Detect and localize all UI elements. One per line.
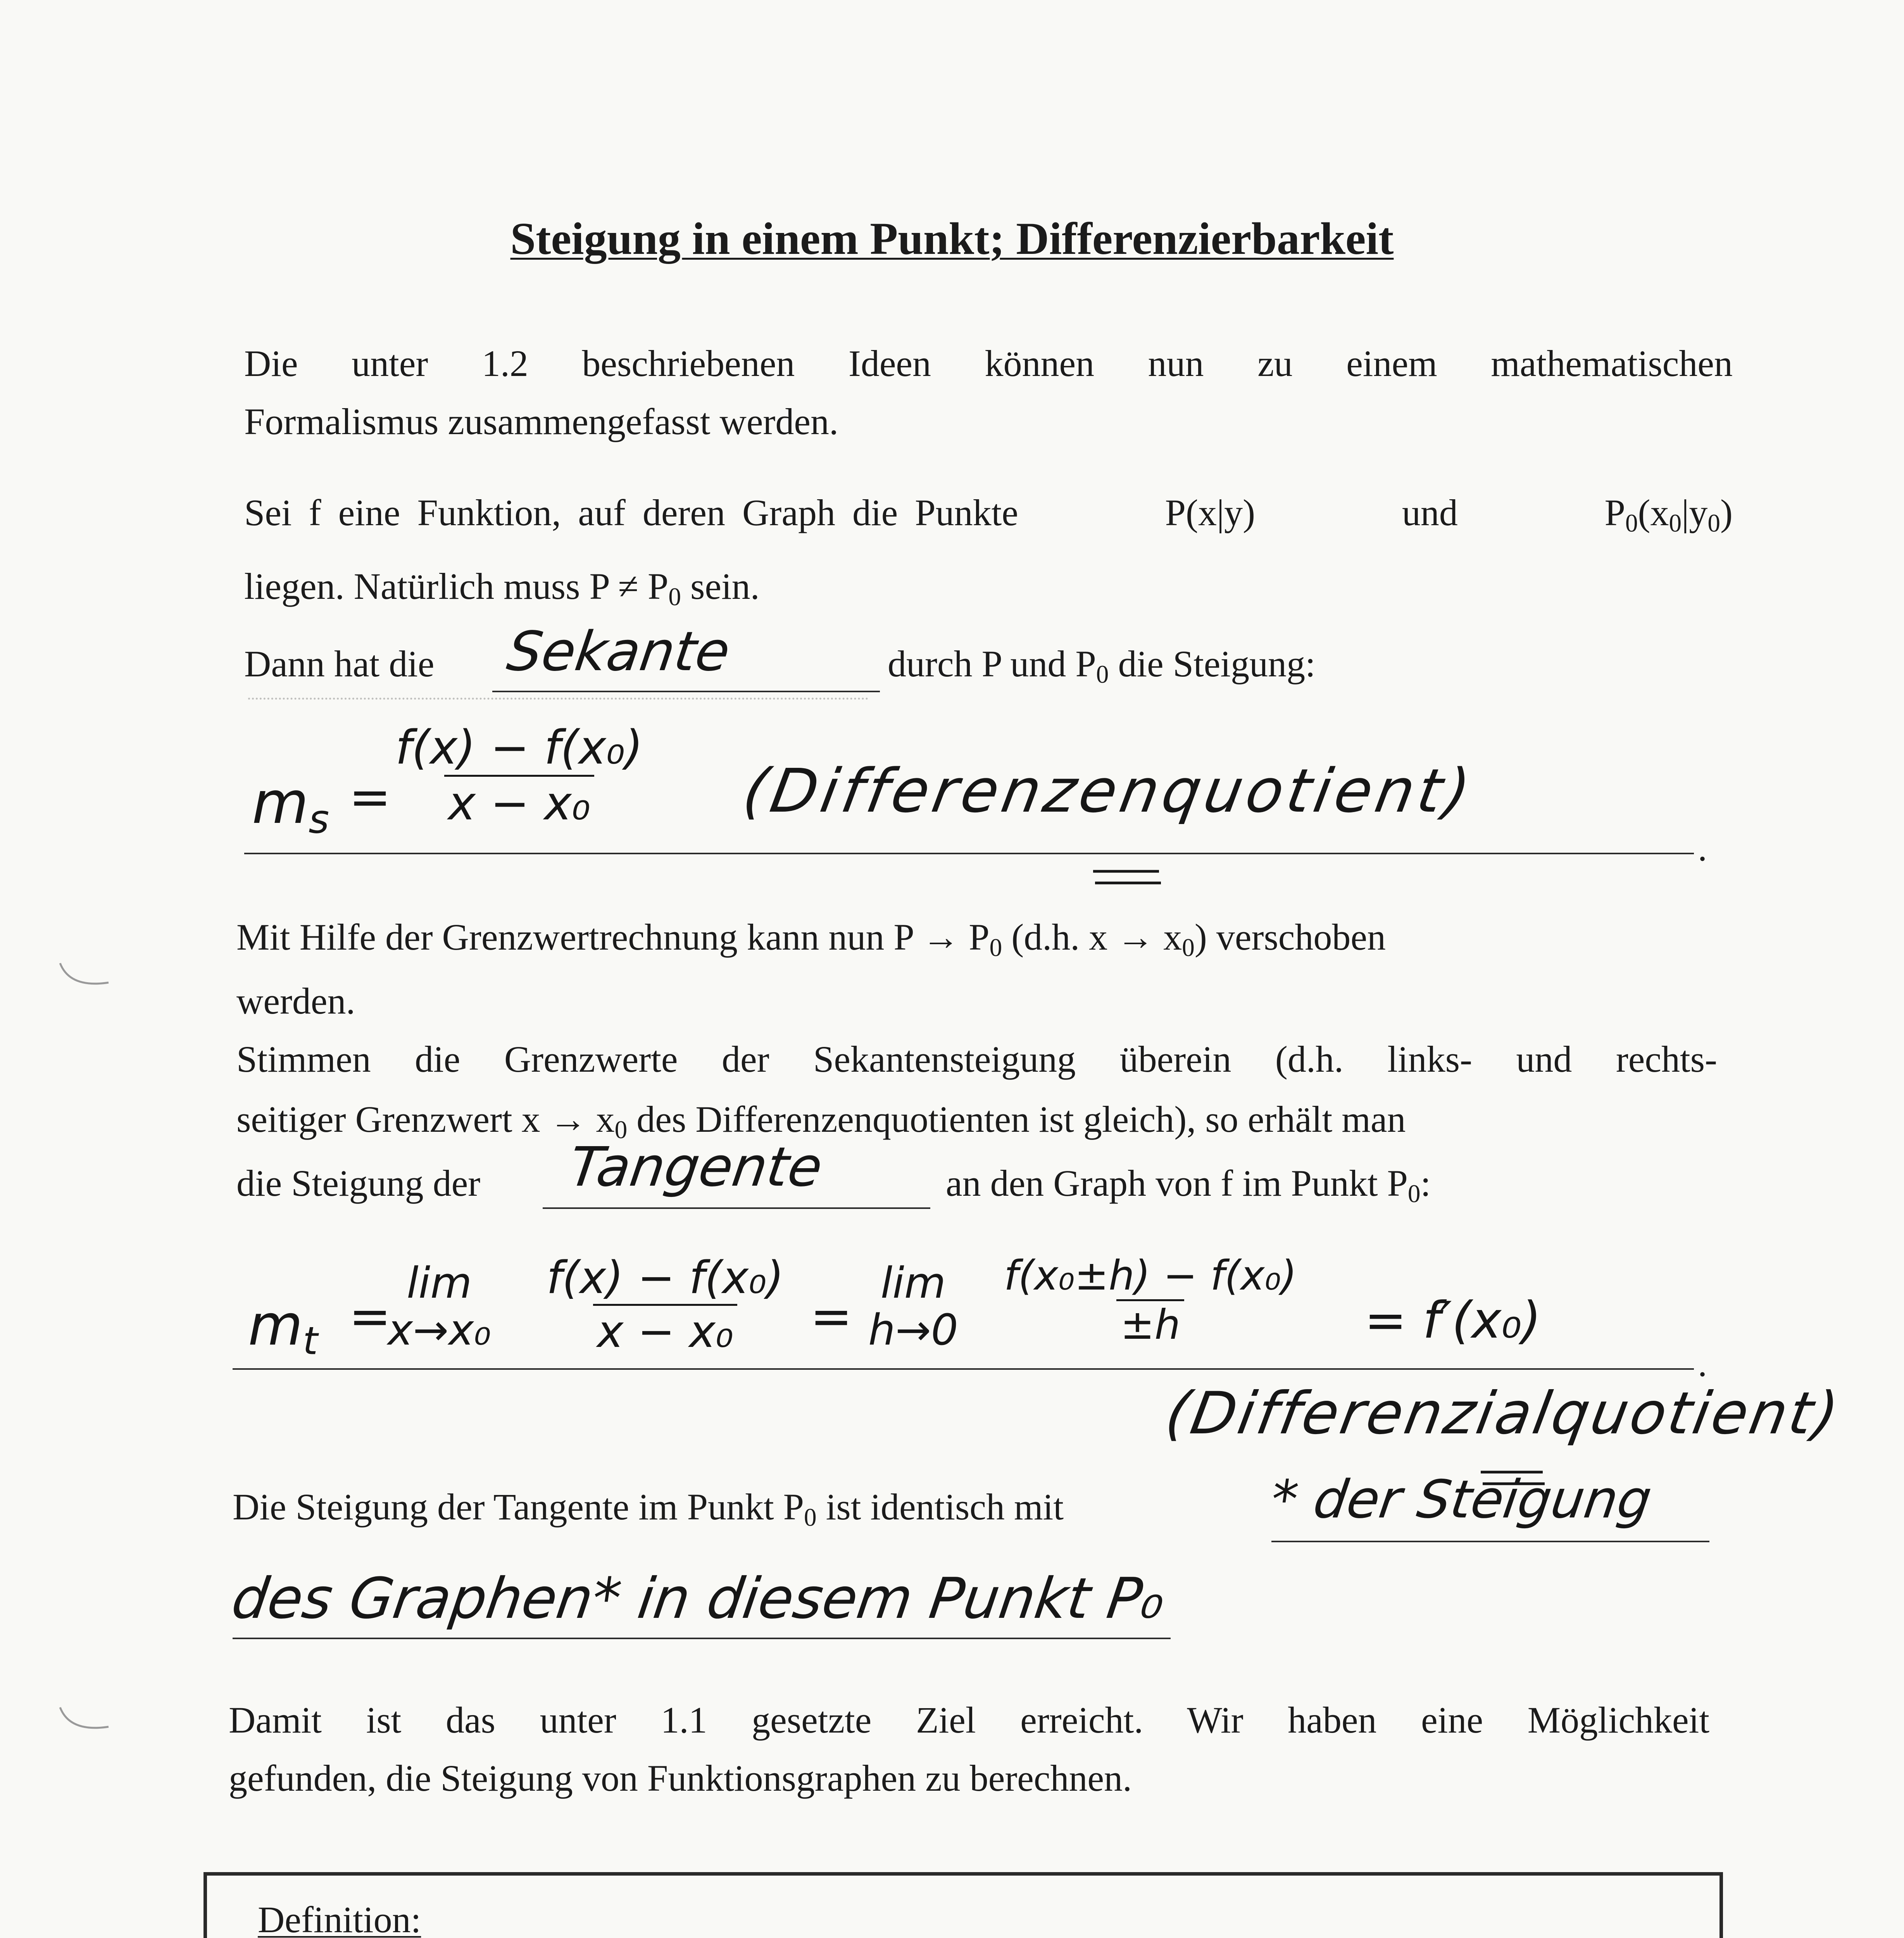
secant-numerator: f(x) − f(x₀) (395, 721, 643, 775)
grenz-line-3: Stimmen die Grenzwerte der Sekantensteigung überein (d.h. links- und rechts- (236, 1038, 1717, 1080)
point-p-formula: P(x|y) (1165, 492, 1256, 533)
handwritten-sekante: Sekante (503, 620, 734, 683)
tangent-denominator-1: x − x₀ (593, 1304, 737, 1358)
tangent-end-dot: . (1698, 1343, 1707, 1384)
sei-text: Sei f eine Funktion, auf deren Graph die Punkte (244, 492, 1018, 533)
scan-margin-mark-1 (58, 961, 112, 992)
page-title: Steigung in einem Punkt; Differenzierbarkeit (510, 213, 1394, 264)
dann-prefix: Dann hat die (244, 643, 435, 685)
sei-line-1 (244, 490, 1733, 539)
secant-denominator: x − x₀ (444, 775, 594, 831)
tangent-denominator-2: ±h (1116, 1299, 1184, 1348)
tangent-fraction-1 (543, 1252, 788, 1358)
tangent-eq-2: = (810, 1287, 852, 1346)
damit-line-1: Damit ist das unter 1.1 gesetzte Ziel erreicht. Wir haben eine Möglichkeit (229, 1699, 1709, 1741)
und-text: und (1402, 492, 1458, 533)
formula-line-secant (244, 853, 1694, 854)
grenz-line-5-prefix: die Steigung der (236, 1162, 481, 1204)
lim-1-bottom: x→x₀ (388, 1305, 491, 1355)
formula-line-tangent (233, 1368, 1694, 1370)
sei-line-2: liegen. Natürlich muss $P \ne P_0$ sein. (244, 566, 760, 611)
lim-1 (388, 1260, 491, 1353)
identisch-text: Die Steigung der Tangente im Punkt $P_0$ ist identisch mit (233, 1486, 1064, 1532)
handwritten-tangente: Tangente (565, 1136, 826, 1199)
lim-2-top: lim (880, 1258, 946, 1308)
handwritten-differenzenquotient: (Differenzenquotient) (738, 756, 1479, 826)
grenz-line-4: seitiger Grenzwert $x \to x_0$ des Differenzenquotienten ist gleich), so erhält man (236, 1098, 1406, 1144)
grenz-line-5-suffix: an den Graph von f im Punkt $P_0$: (946, 1162, 1431, 1208)
handwritten-der-steigung: * der Steigung (1267, 1469, 1656, 1530)
tangent-eq-1: = (349, 1287, 391, 1346)
secant-formula-eq: = (349, 767, 391, 826)
grenz-line-2: werden. (236, 980, 355, 1022)
lim-2-bottom: h→0 (868, 1305, 958, 1355)
blank-line-identisch-1 (1271, 1541, 1709, 1542)
intro-line-1: Die unter 1.2 beschriebenen Ideen können nun zu einem mathematischen (244, 343, 1733, 384)
dann-suffix: durch P und $P_0$ die Steigung: (888, 643, 1316, 689)
double-underline-mark (1093, 868, 1163, 888)
damit-line-2: gefunden, die Steigung von Funktionsgraphen zu berechnen. (229, 1757, 1132, 1799)
scan-margin-mark-2 (58, 1705, 112, 1736)
intro-line-2: Formalismus zusammengefasst werden. (244, 401, 838, 442)
definition-box (204, 1872, 1723, 1938)
point-p0-formula: $P_0(x_0|y_0)$ (1604, 492, 1733, 538)
lim-2 (868, 1260, 958, 1353)
lim-1-top: lim (407, 1258, 472, 1308)
tangent-formula-lhs: $m_t$ (248, 1293, 318, 1364)
handwritten-differenzialquotient: (Differenzialquotient) (1161, 1380, 1846, 1447)
grenz-line-1: Mit Hilfe der Grenzwertrechnung kann nun $P \to P_0$ (d.h. $x \to x_0$) verschoben (236, 916, 1386, 962)
tangent-eq-3: = f′(x₀) (1364, 1291, 1542, 1350)
tangent-numerator-2: f(x₀±h) − f(x₀) (1004, 1252, 1297, 1299)
tangent-numerator-1: f(x) − f(x₀) (547, 1252, 784, 1304)
secant-formula-lhs: $m_s$ (252, 769, 329, 843)
definition-heading: Definition: (258, 1899, 421, 1938)
blank-line-sekante (492, 691, 880, 692)
tangent-fraction-2 (1000, 1252, 1301, 1348)
blank-line-tangente (543, 1207, 930, 1209)
secant-fraction (391, 721, 647, 831)
scan-dotted-line (248, 698, 868, 700)
secant-end-dot: . (1698, 827, 1707, 869)
handwritten-des-graphen: des Graphen* in diesem Punkt P₀ (228, 1566, 1169, 1631)
blank-line-identisch-2 (233, 1638, 1171, 1639)
